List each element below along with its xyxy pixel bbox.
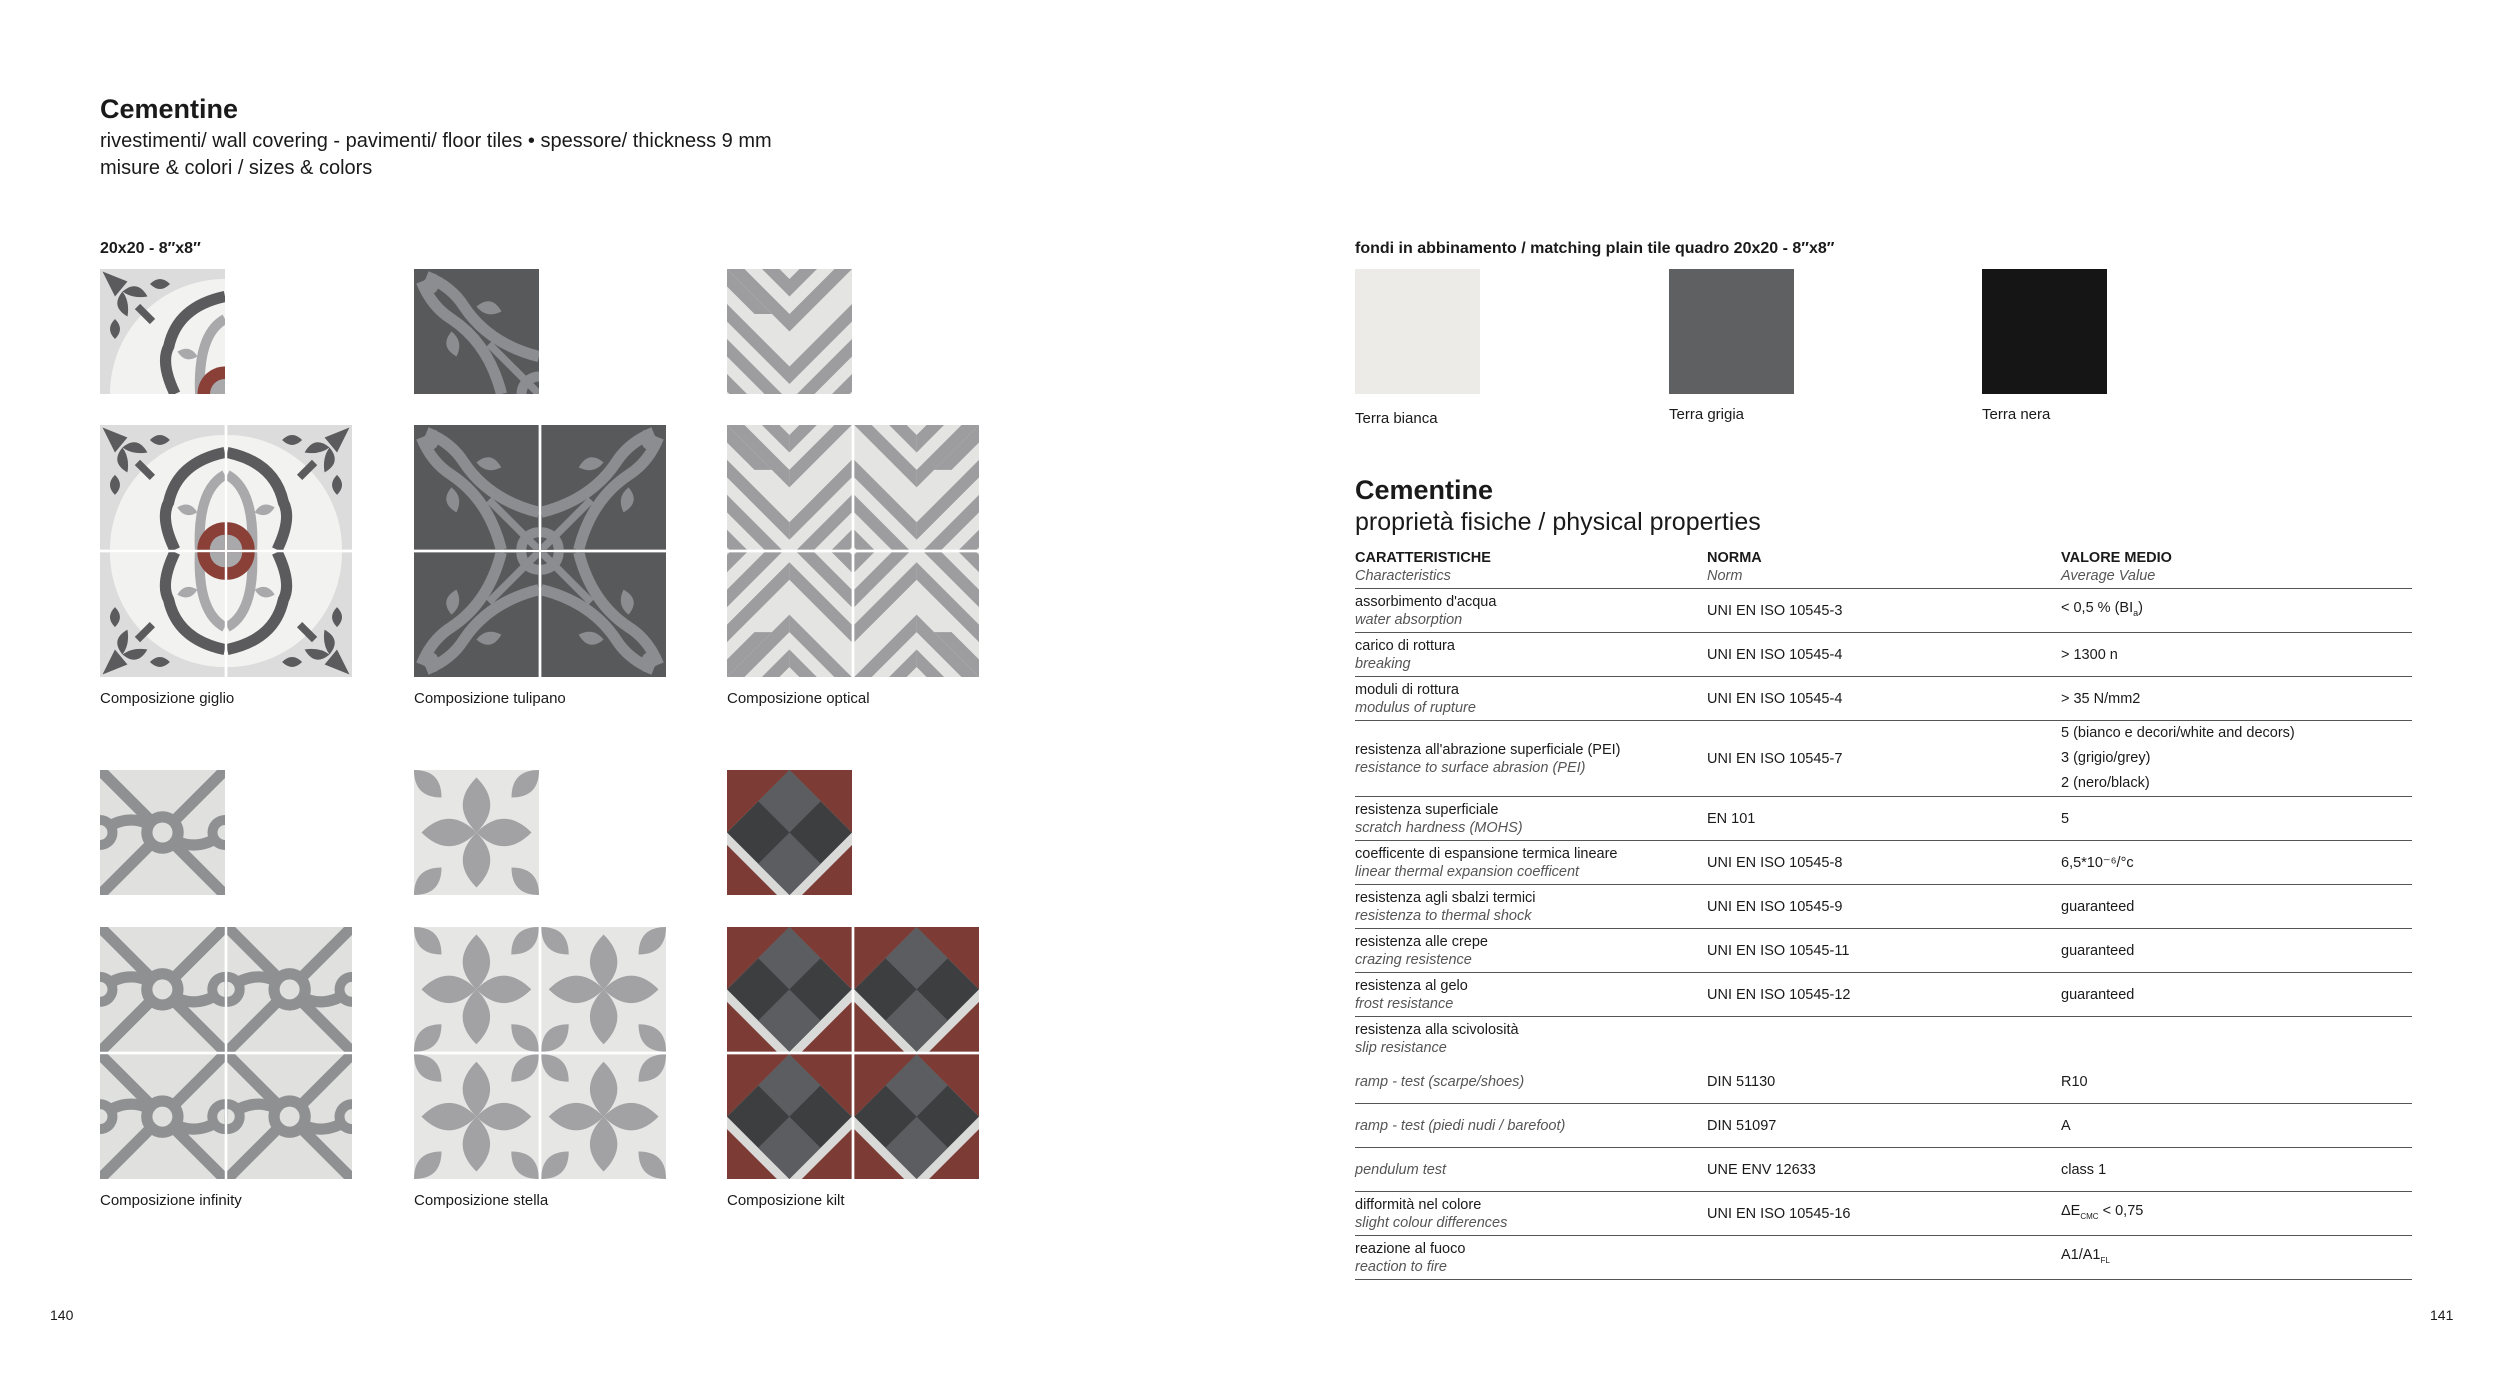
header-norm-en: Norm — [1707, 568, 1743, 584]
row-label-it: resistenza superficiale — [1355, 801, 1499, 818]
composition-giglio — [100, 425, 352, 677]
table-row — [1355, 1236, 2412, 1280]
row-label-it: resistenza alle crepe — [1355, 933, 1488, 950]
swatch-terra-grigia — [1669, 269, 1794, 394]
row-label-en: resistance to surface abrasion (PEI) — [1355, 759, 1586, 776]
row-label-en: slight colour differences — [1355, 1214, 1508, 1231]
row-label-en: ramp - test (piedi nudi / barefoot) — [1355, 1117, 1566, 1134]
properties-table — [1355, 546, 2412, 1280]
row-value: $A1/A1_{FL}$ — [2061, 1246, 2110, 1265]
caption-kilt: Composizione kilt — [727, 1192, 845, 1209]
tile-giglio-single — [100, 269, 225, 394]
swatch-terra-nera — [1982, 269, 2107, 394]
row-label-en: slip resistance — [1355, 1039, 1447, 1056]
tile-tulipano-single — [414, 269, 539, 394]
tile-optical-single — [727, 269, 852, 394]
row-label-en: frost resistance — [1355, 995, 1454, 1012]
table-row — [1355, 1192, 2412, 1236]
row-value: R10 — [2061, 1073, 2088, 1090]
properties-title: Cementine — [1355, 475, 1494, 505]
composition-kilt — [727, 927, 979, 1179]
row-value: 3 (grigio/grey) — [2061, 750, 2151, 766]
row-label-it: carico di rottura — [1355, 637, 1455, 654]
composition-infinity — [100, 927, 352, 1179]
row-value: A — [2061, 1117, 2071, 1134]
tile-kilt-single — [727, 770, 852, 895]
row-label-it: resistenza al gelo — [1355, 977, 1468, 994]
row-norm: UNI EN ISO 10545-12 — [1707, 986, 1851, 1003]
composition-stella — [414, 927, 666, 1179]
row-label-en: breaking — [1355, 655, 1411, 672]
table-row — [1355, 589, 2412, 633]
row-value: class 1 — [2061, 1161, 2107, 1178]
table-row — [1355, 1017, 2412, 1060]
header-norm: NORMA — [1707, 550, 1762, 566]
header-characteristics-en: Characteristics — [1355, 568, 1451, 584]
row-label-it: difformità nel colore — [1355, 1196, 1482, 1213]
header-characteristics: CARATTERISTICHE — [1355, 550, 1491, 566]
table-row — [1355, 721, 2412, 797]
row-label-en: modulus of rupture — [1355, 699, 1476, 716]
table-row — [1355, 797, 2412, 841]
row-label-en: water absorption — [1355, 611, 1463, 628]
row-label-en: resistenza to thermal shock — [1355, 907, 1532, 924]
row-norm: UNI EN ISO 10545-9 — [1707, 898, 1843, 915]
row-value: < 0,5 % $(BI_a)$ — [2061, 600, 2143, 618]
row-norm: EN 101 — [1707, 810, 1756, 827]
table-row — [1355, 885, 2412, 929]
caption-optical: Composizione optical — [727, 690, 870, 707]
composition-optical — [727, 425, 979, 677]
swatch-label-terra-grigia: Terra grigia — [1669, 406, 1745, 423]
row-value: guaranteed — [2061, 898, 2135, 915]
row-label-it: moduli di rottura — [1355, 681, 1459, 698]
row-value: 6,5*10⁻⁶/°c — [2061, 854, 2134, 871]
caption-infinity: Composizione infinity — [100, 1192, 242, 1209]
subtitle-line-1: rivestimenti/ wall covering - pavimenti/ floor tiles • spessore/ thickness 9 mm — [100, 130, 772, 152]
row-label-it: assorbimento d'acqua — [1355, 593, 1497, 610]
properties-subtitle: proprietà fisiche / physical properties — [1355, 508, 1761, 536]
row-label-en: linear thermal expansion coefficent — [1355, 863, 1580, 880]
size-label: 20x20 - 8″x8″ — [100, 240, 201, 257]
row-norm: UNI EN ISO 10545-3 — [1707, 602, 1843, 619]
row-value: 5 — [2061, 810, 2070, 827]
row-norm: UNI EN ISO 10545-4 — [1707, 690, 1843, 707]
header-value: VALORE MEDIO — [2061, 550, 2172, 566]
row-norm: UNI EN ISO 10545-4 — [1707, 646, 1843, 663]
row-label-en: crazing resistence — [1355, 951, 1472, 968]
swatch-terra-bianca — [1355, 269, 1480, 394]
swatch-label-terra-nera: Terra nera — [1982, 406, 2051, 423]
row-label-it: resistenza agli sbalzi termici — [1355, 889, 1536, 906]
table-row — [1355, 929, 2412, 973]
table-header — [1355, 546, 2412, 589]
caption-giglio: Composizione giglio — [100, 690, 235, 707]
row-norm: UNI EN ISO 10545-11 — [1707, 942, 1850, 959]
row-value: guaranteed — [2061, 986, 2135, 1003]
row-value: guaranteed — [2061, 942, 2135, 959]
caption-tulipano: Composizione tulipano — [414, 690, 566, 707]
row-value: > 1300 n — [2061, 646, 2118, 663]
row-value: 2 (nero/black) — [2061, 775, 2150, 791]
page-number-left: 140 — [50, 1307, 74, 1323]
row-label-en: ramp - test (scarpe/shoes) — [1355, 1073, 1525, 1090]
row-label-it: resistenza alla scivolosità — [1355, 1021, 1519, 1038]
caption-stella: Composizione stella — [414, 1192, 549, 1209]
table-row — [1355, 1104, 2412, 1148]
row-label-en: pendulum test — [1355, 1161, 1447, 1178]
plain-tiles-label: fondi in abbinamento / matching plain tile quadro 20x20 - 8″x8″ — [1355, 240, 1835, 257]
table-row — [1355, 677, 2412, 721]
tile-infinity-single — [100, 770, 225, 895]
page-title: Cementine — [100, 94, 239, 124]
row-label-en: reaction to fire — [1355, 1258, 1447, 1275]
row-norm: UNE ENV 12633 — [1707, 1161, 1816, 1178]
table-row — [1355, 1148, 2412, 1192]
row-label-it: coefficente di espansione termica lineare — [1355, 845, 1618, 862]
page-subtitle — [100, 128, 772, 182]
swatch-label-terra-bianca: Terra bianca — [1355, 410, 1438, 427]
row-label-en: scratch hardness (MOHS) — [1355, 819, 1523, 836]
header-value-en: Average Value — [2061, 568, 2156, 584]
table-row — [1355, 633, 2412, 677]
row-norm: UNI EN ISO 10545-8 — [1707, 854, 1843, 871]
row-norm: DIN 51097 — [1707, 1117, 1777, 1134]
row-label-it: resistenza all'abrazione superficiale (PEI) — [1355, 741, 1621, 758]
row-norm: UNI EN ISO 10545-7 — [1707, 750, 1843, 767]
subtitle-line-2: misure & colori / sizes & colors — [100, 157, 373, 179]
composition-tulipano — [414, 425, 666, 677]
tile-stella-single — [414, 770, 539, 895]
row-value: $\Delta E_{CMC} < 0,75$ — [2061, 1202, 2144, 1221]
row-norm: DIN 51130 — [1707, 1073, 1776, 1090]
row-label-it: reazione al fuoco — [1355, 1240, 1466, 1257]
page-number-right: 141 — [2430, 1307, 2454, 1323]
row-norm: UNI EN ISO 10545-16 — [1707, 1205, 1851, 1222]
table-row — [1355, 841, 2412, 885]
table-row — [1355, 973, 2412, 1017]
row-value: > 35 N/mm2 — [2061, 690, 2141, 707]
row-value: 5 (bianco e decori/white and decors) — [2061, 725, 2295, 741]
table-row — [1355, 1060, 2412, 1104]
